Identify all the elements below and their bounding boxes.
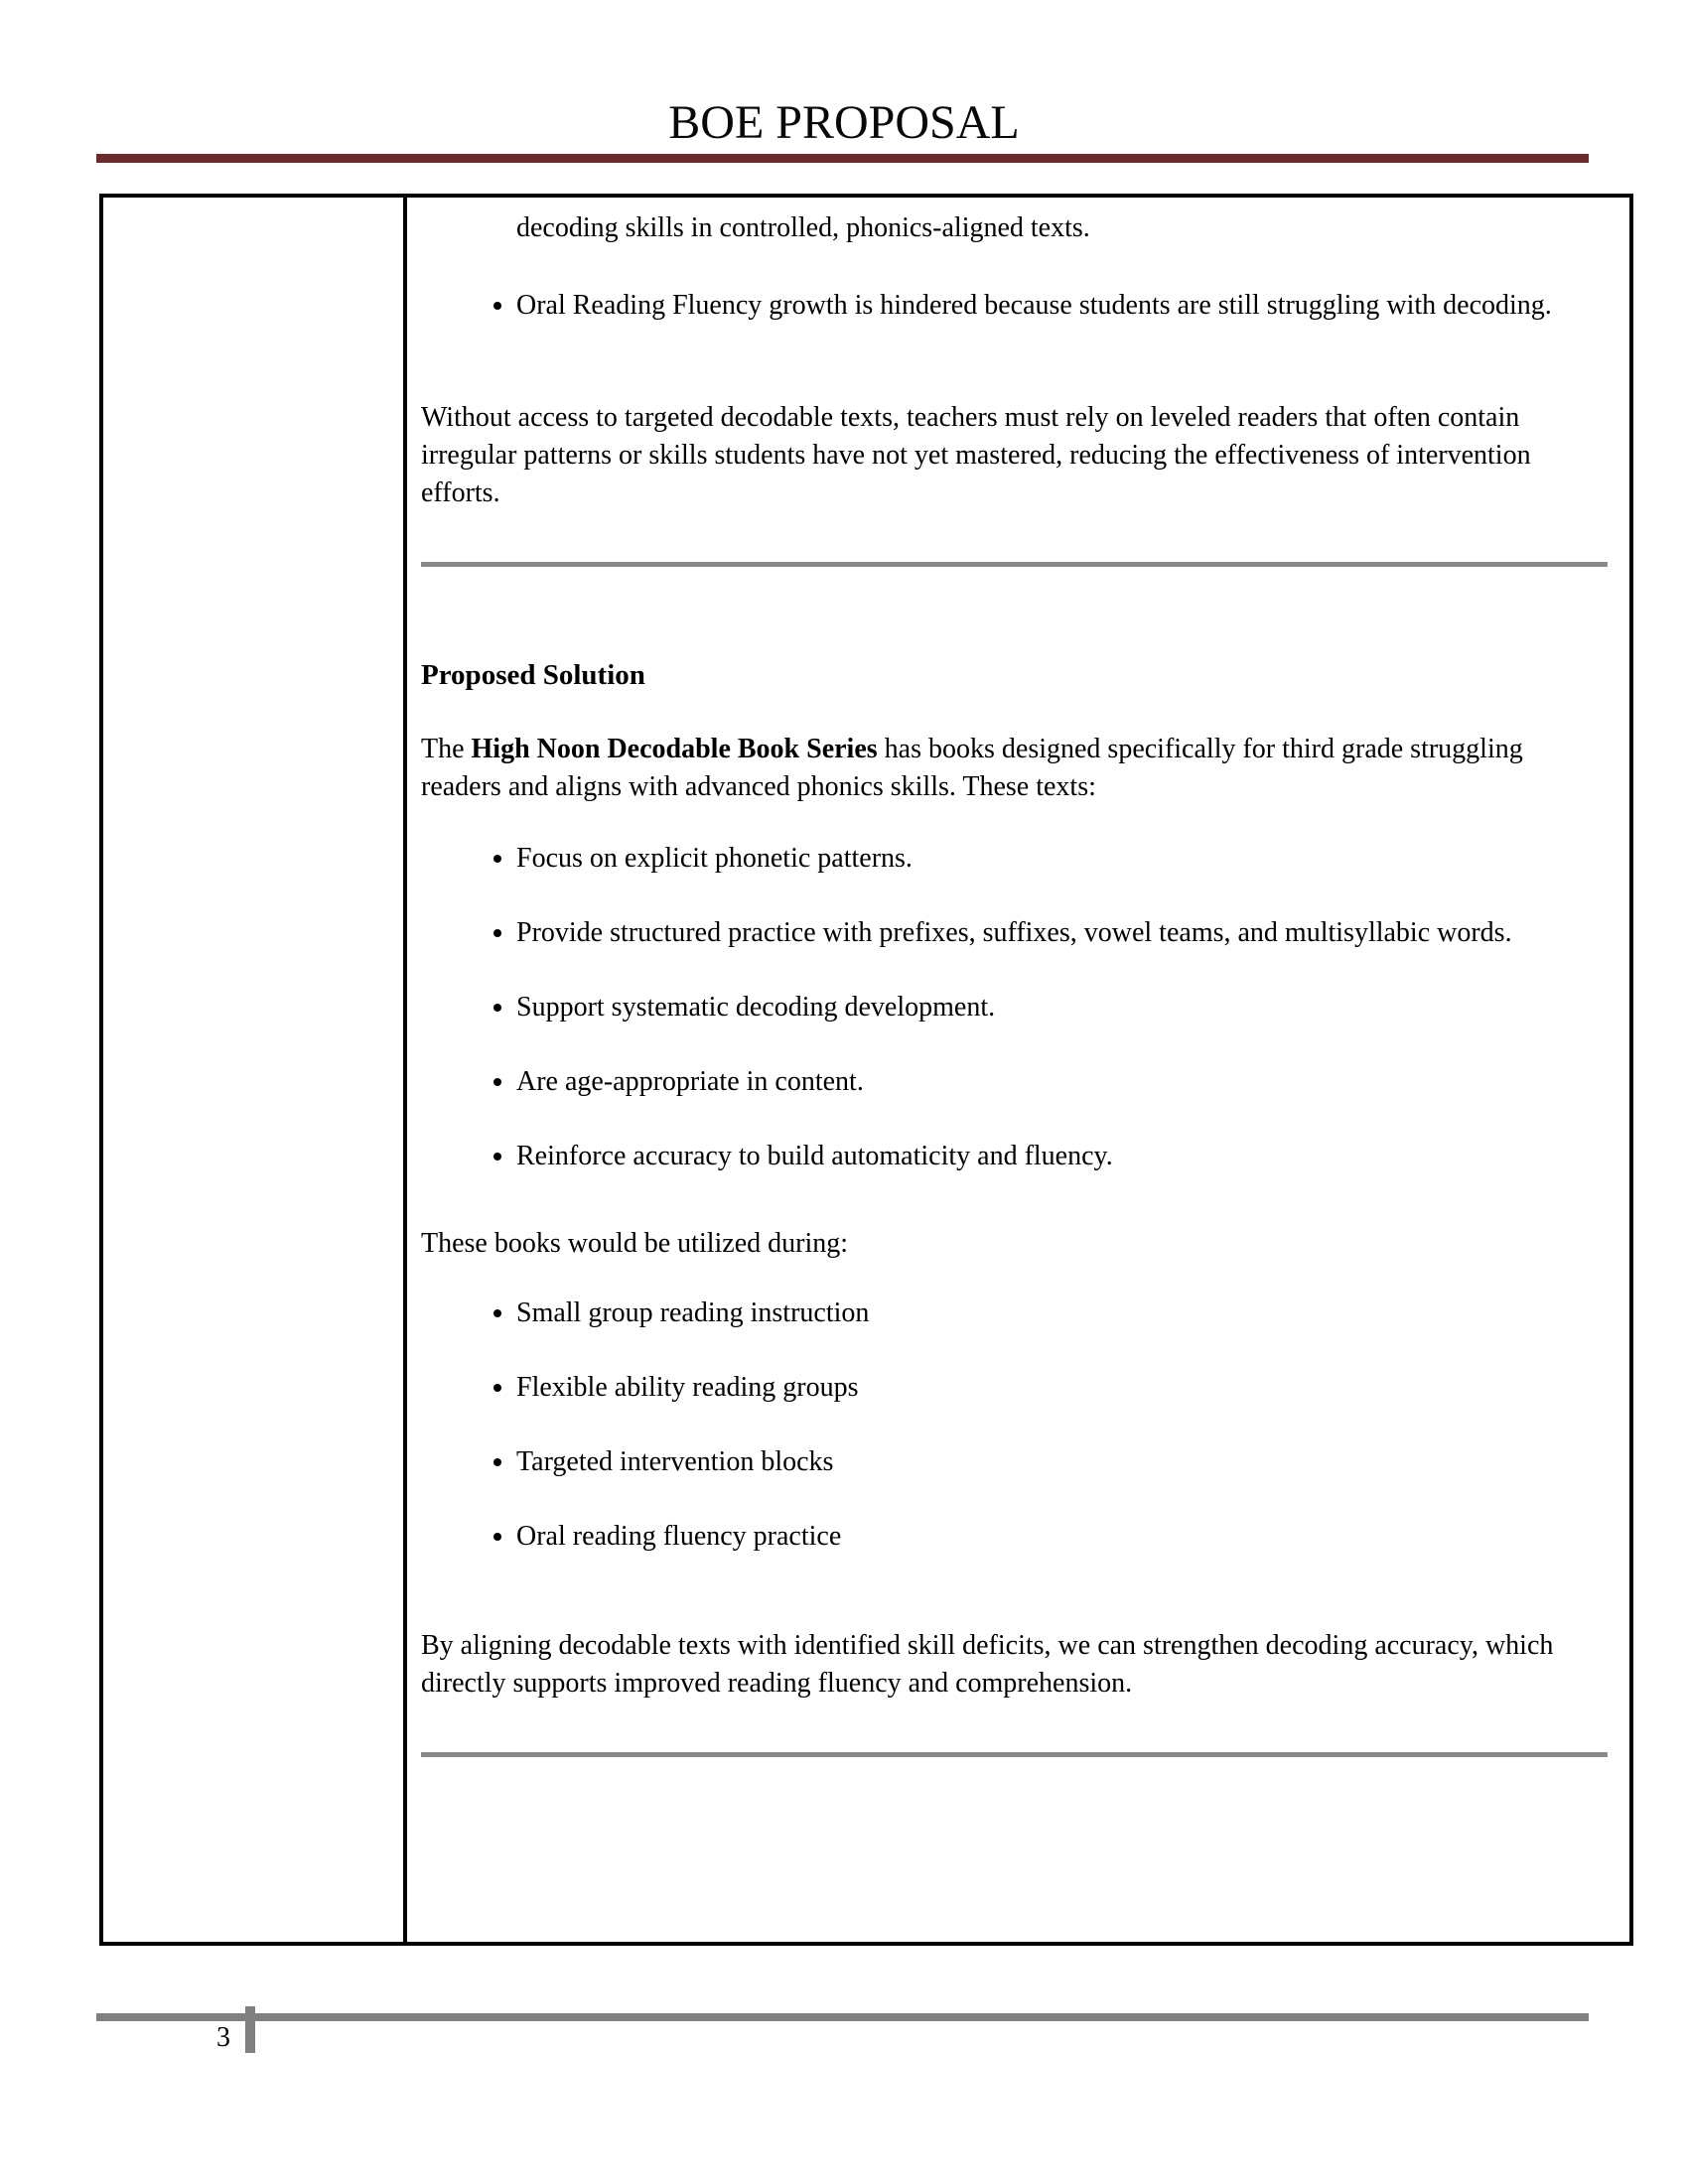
list-item: • Focus on explicit phonetic patterns. <box>516 840 1608 878</box>
list-item: • Are age-appropriate in content. <box>516 1063 1608 1101</box>
continuation-text: decoding skills in controlled, phonics-aligned texts. <box>516 212 1090 243</box>
section-divider <box>421 1752 1608 1757</box>
section-heading-proposed-solution: Proposed Solution <box>421 659 645 691</box>
list-item: • Small group reading instruction <box>516 1295 1608 1332</box>
features-list <box>421 840 1608 1175</box>
table-cell-content <box>407 198 1629 1942</box>
section-divider <box>421 562 1608 567</box>
list-item: • Provide structured practice with prefixes, suffixes, vowel teams, and multisyllabic words. <box>516 914 1608 952</box>
list-item: • Oral Reading Fluency growth is hindered because students are still struggling with decoding. <box>516 287 1608 325</box>
page-number: 3 <box>216 2022 230 2053</box>
book-series-name: High Noon Decodable Book Series <box>471 734 878 764</box>
footer-page-marker <box>245 2006 255 2053</box>
list-item: • Targeted intervention blocks <box>516 1443 1608 1481</box>
intro-suffix: has books designed specifically for third grade struggling readers and aligns with advanced phonics skills. These texts: <box>421 734 1523 802</box>
solution-intro-paragraph <box>421 731 1608 806</box>
intro-prefix: The <box>421 734 472 764</box>
usage-intro-paragraph: These books would be utilized during: <box>421 1228 849 1259</box>
footer-rule <box>96 2013 1589 2021</box>
usage-list <box>421 1295 1608 1556</box>
table-cell-left <box>103 198 407 1942</box>
list-item: • Oral reading fluency practice <box>516 1518 1608 1556</box>
proposal-table <box>99 194 1633 1946</box>
list-item: • Support systematic decoding development. <box>516 989 1608 1026</box>
header-rule <box>96 154 1589 163</box>
problem-paragraph: Without access to targeted decodable texts, teachers must rely on leveled readers that often contain irregular patterns or skills students have not yet mastered, reducing the effectiveness of intervention efforts. <box>421 402 1531 508</box>
problem-bullet-list <box>421 287 1608 325</box>
list-item: • Reinforce accuracy to build automaticity and fluency. <box>516 1138 1608 1175</box>
closing-paragraph: By aligning decodable texts with identified skill deficits, we can strengthen decoding accuracy, which directly supports improved reading fluency and comprehension. <box>421 1630 1554 1699</box>
page-title: BOE PROPOSAL <box>668 96 1020 149</box>
list-item: • Flexible ability reading groups <box>516 1369 1608 1407</box>
